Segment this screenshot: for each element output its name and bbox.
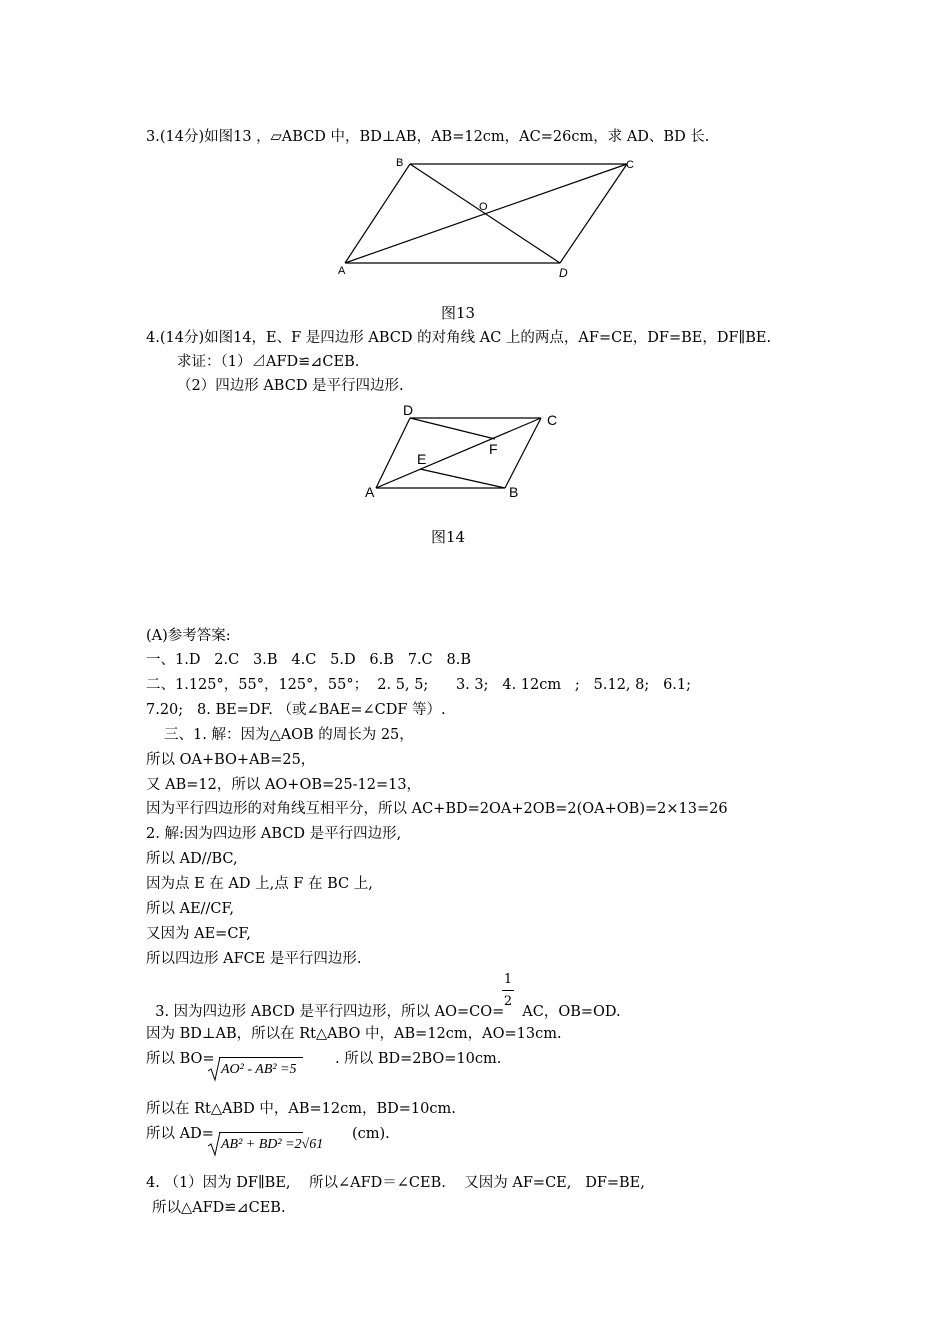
q4-prove-2: （2）四边形 ABCD 是平行四边形. <box>177 378 404 394</box>
answers-part1: 一、1.D 2.C 3.B 4.C 5.D 6.B 7.C 8.B <box>146 652 471 668</box>
label-a: A <box>338 265 346 277</box>
label-b: B <box>509 484 519 500</box>
label-d: D <box>559 266 568 280</box>
diagonal-bd <box>410 164 560 263</box>
q4-prove-1: 求证：（1）⊿AFD≌⊿CEB. <box>177 354 360 370</box>
solution2-line5: 又因为 AE=CF, <box>146 926 251 942</box>
figure-14-caption: 图14 <box>431 528 466 546</box>
solution3-line3-pre: 所以 BO= <box>146 1051 215 1067</box>
label-d: D <box>403 402 414 418</box>
solution3-line2: 因为 BD⊥AB，所以在 Rt△ABO 中，AB=12cm，AO=13cm. <box>146 1026 562 1042</box>
solution2-line6: 所以四边形 AFCE 是平行四边形. <box>146 951 362 967</box>
label-b: B <box>396 157 404 169</box>
sqrt-sign-2 <box>207 1131 221 1157</box>
fraction-numerator: 1 <box>503 972 513 987</box>
label-e: E <box>417 451 427 467</box>
solution2-line3: 因为点 E 在 AD 上,点 F 在 BC 上, <box>146 876 373 892</box>
fraction-denominator: 2 <box>503 994 513 1009</box>
solution3-line4: 所以在 Rt△ABD 中，AB=12cm，BD=10cm. <box>146 1101 456 1117</box>
side-cd <box>560 164 627 263</box>
solution3-line5-post: (cm). <box>352 1126 390 1142</box>
solution1-line1: 三、1. 解：因为△AOB 的周长为 25， <box>164 727 414 743</box>
label-c: C <box>547 412 558 428</box>
side-cb <box>505 418 541 488</box>
segment-eb <box>420 469 505 488</box>
solution4-line1: 4. （1）因为 DF∥BE, 所以∠AFD＝∠CEB. 又因为 AF=CE, DF=BE, <box>146 1175 645 1191</box>
label-c: C <box>626 159 634 171</box>
sqrt-sign-1 <box>207 1056 221 1082</box>
solution3-line1-pre: 3. 因为四边形 ABCD 是平行四边形，所以 AO=CO= <box>155 1004 505 1020</box>
fraction-bar <box>502 990 514 991</box>
solution2-line2: 所以 AD//BC, <box>146 851 238 867</box>
q3-text: 3.(14分)如图13 ，▱ABCD 中，BD⊥AB，AB=12cm，AC=26cm，求 AD、BD 长. <box>146 129 710 145</box>
solution1-line4: 因为平行四边形的对角线互相平分，所以 AC+BD=2OA+2OB=2(OA+OB)=2×13=26 <box>146 801 728 817</box>
label-a: A <box>365 484 375 500</box>
answers-heading: (A)参考答案: <box>146 628 231 644</box>
solution3-line1-post: AC，OB=OD. <box>522 1004 621 1020</box>
solution2-line1: 2. 解:因为四边形 ABCD 是平行四边形, <box>146 826 402 842</box>
solution1-line2: 所以 OA+BO+AB=25， <box>146 752 316 768</box>
solution2-line4: 所以 AE//CF, <box>146 901 234 917</box>
side-ab <box>345 164 410 263</box>
q4-text: 4.(14分)如图14，E、F 是四边形 ABCD 的对角线 AC 上的两点，AF=CE，DF=BE，DF∥BE. <box>146 330 772 346</box>
solution3-line3-post: . 所以 BD=2BO=10cm. <box>335 1051 502 1067</box>
answers-part2-line2: 7.20; 8. BE=DF. （或∠BAE=∠CDF 等）. <box>146 702 446 718</box>
sqrt-bar-1 <box>219 1057 303 1058</box>
answers-part2-line1: 二、1.125°，55°，125°，55°； 2. 5, 5; 3. 3; 4. 12cm ; 5.12, 8; 6.1; <box>146 677 692 693</box>
solution3-line1 <box>146 985 621 1021</box>
side-ad <box>376 418 410 488</box>
figure-13-caption: 图13 <box>441 304 476 322</box>
figure-14 <box>358 400 568 505</box>
figure-13 <box>330 150 640 285</box>
solution3-line5-pre: 所以 AD= <box>146 1126 214 1142</box>
solution4-line2: 所以△AFD≌⊿CEB. <box>152 1200 286 1216</box>
solution1-line3: 又 AB=12，所以 AO+OB=25-12=13， <box>146 777 422 793</box>
radical-bo: AO² - AB² =5 <box>221 1062 297 1077</box>
label-f: F <box>489 441 498 457</box>
sqrt-bar-2 <box>219 1132 303 1133</box>
radical-ad: AB² + BD² =2√61 <box>221 1137 324 1152</box>
segment-df <box>410 418 495 439</box>
label-o: O <box>479 201 488 213</box>
